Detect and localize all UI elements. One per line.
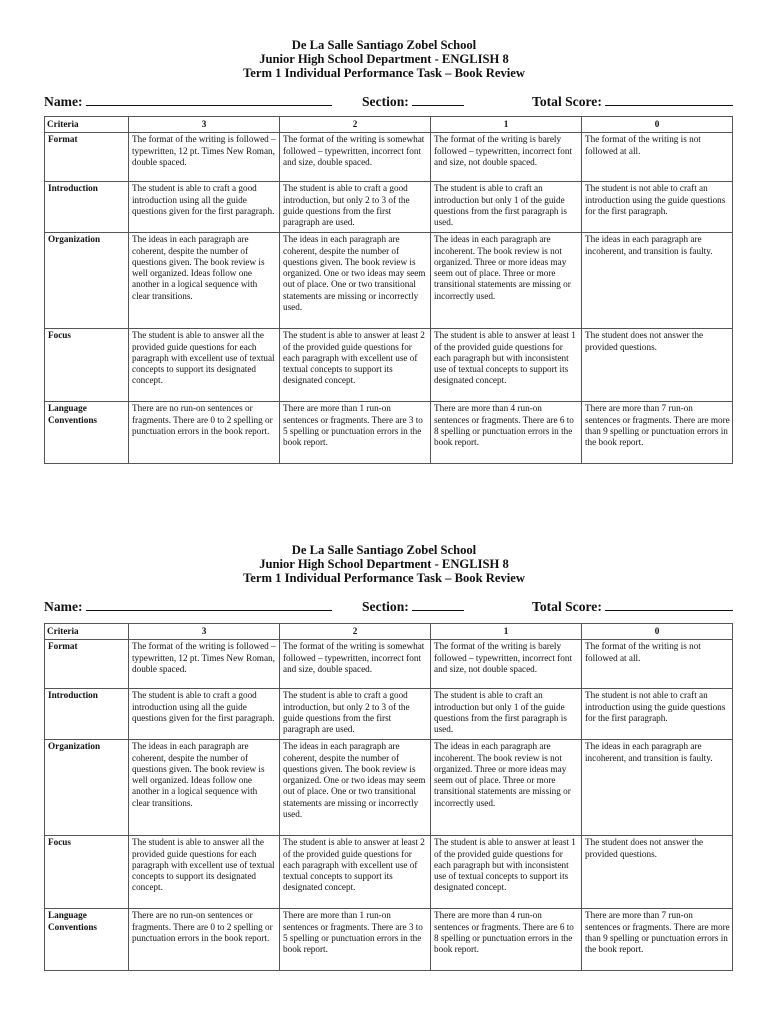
criteria-cell: Focus: [45, 329, 129, 402]
student-info-line: [0, 93, 768, 113]
criteria-cell: Language Conventions: [45, 402, 129, 464]
rubric-table: [44, 116, 733, 464]
criteria-cell: Organization: [45, 740, 129, 836]
name-label: Name:: [44, 599, 83, 614]
table-row: [45, 909, 733, 971]
total-score-field: [532, 598, 733, 615]
score-2-cell: The student is able to craft a good introduction, but only 2 to 3 of the guide questions from the first paragraph are used.: [280, 689, 431, 740]
score-3-cell: The student is able to answer all the provided guide questions for each paragraph with excellent use of textual concepts to support its designated concept.: [129, 836, 280, 909]
score-0-cell: There are more than 7 run-on sentences or fragments. There are more than 9 spelling or punctuation errors in the book report.: [582, 402, 733, 464]
score-3-cell: The format of the writing is followed – typewritten, 12 pt. Times New Roman, double spaced.: [129, 133, 280, 182]
table-row: [45, 233, 733, 329]
criteria-cell: Format: [45, 133, 129, 182]
total-score-label: Total Score:: [532, 94, 602, 109]
score-1-cell: The student is able to answer at least 1 of the provided guide questions for each paragraph but with inconsistent use of textual concepts to support its designated concept.: [431, 329, 582, 402]
total-score-field: [532, 93, 733, 110]
section-blank[interactable]: [412, 598, 464, 611]
rubric-header-row: [45, 624, 733, 640]
score-1-cell: The format of the writing is barely followed – typewritten, incorrect font and size, not double spaced.: [431, 133, 582, 182]
score-0-cell: The ideas in each paragraph are incoherent, and transition is faulty.: [582, 740, 733, 836]
total-score-blank[interactable]: [605, 598, 733, 611]
criteria-header: Criteria: [45, 117, 129, 133]
rubric-sheet-copy-2: [0, 543, 768, 955]
score-0-header: 0: [582, 624, 733, 640]
rubric-sheet-copy-1: [0, 38, 768, 448]
section-blank[interactable]: [412, 93, 464, 106]
score-1-header: 1: [431, 624, 582, 640]
score-2-cell: The format of the writing is somewhat followed – typewritten, incorrect font and size, double spaced.: [280, 133, 431, 182]
score-2-cell: The student is able to answer at least 2 of the provided guide questions for each paragraph with excellent use of textual concepts to support its designated concept.: [280, 329, 431, 402]
criteria-cell: Organization: [45, 233, 129, 329]
score-2-header: 2: [280, 117, 431, 133]
school-name: De La Salle Santiago Zobel School: [291, 543, 477, 557]
total-score-blank[interactable]: [605, 93, 733, 106]
section-field: [362, 598, 464, 615]
name-blank[interactable]: [86, 93, 332, 106]
score-2-cell: The student is able to craft a good introduction, but only 2 to 3 of the guide questions from the first paragraph are used.: [280, 182, 431, 233]
criteria-cell: Introduction: [45, 689, 129, 740]
score-3-header: 3: [129, 624, 280, 640]
name-field: [44, 93, 332, 110]
score-3-cell: The student is able to craft a good introduction using all the guide questions given for the first paragraph.: [129, 182, 280, 233]
score-2-cell: The ideas in each paragraph are coherent, despite the number of questions given. The book review is organized. One or two ideas may seem out of place. One or two transitional statements are missing or incorrectly used.: [280, 740, 431, 836]
rubric-header-row: [45, 117, 733, 133]
score-0-cell: There are more than 7 run-on sentences or fragments. There are more than 9 spelling or punctuation errors in the book report.: [582, 909, 733, 971]
table-row: [45, 640, 733, 689]
section-label: Section:: [362, 94, 409, 109]
table-row: [45, 740, 733, 836]
department-title: Junior High School Department - ENGLISH 8: [259, 557, 509, 571]
score-1-cell: The student is able to craft an introduction but only 1 of the guide questions from the first paragraph is used.: [431, 689, 582, 740]
score-2-cell: There are more than 1 run-on sentences or fragments. There are 3 to 5 spelling or punctuation errors in the book report.: [280, 402, 431, 464]
score-0-cell: The student is not able to craft an introduction using the guide questions for the first paragraph.: [582, 689, 733, 740]
score-1-cell: The ideas in each paragraph are incoherent. The book review is not organized. Three or more ideas may seem out of place. Three or more transitional statements are missing or incorrectly used.: [431, 233, 582, 329]
name-label: Name:: [44, 94, 83, 109]
score-0-cell: The format of the writing is not followed at all.: [582, 640, 733, 689]
score-2-cell: The student is able to answer at least 2 of the provided guide questions for each paragraph with excellent use of textual concepts to support its designated concept.: [280, 836, 431, 909]
department-title: Junior High School Department - ENGLISH 8: [259, 52, 509, 66]
score-2-cell: The ideas in each paragraph are coherent, despite the number of questions given. The book review is organized. One or two ideas may seem out of place. One or two transitional statements are missing or incorrectly used.: [280, 233, 431, 329]
table-row: [45, 329, 733, 402]
score-3-cell: There are no run-on sentences or fragments. There are 0 to 2 spelling or punctuation errors in the book report.: [129, 402, 280, 464]
section-label: Section:: [362, 599, 409, 614]
name-field: [44, 598, 332, 615]
total-score-label: Total Score:: [532, 599, 602, 614]
table-row: [45, 689, 733, 740]
name-blank[interactable]: [86, 598, 332, 611]
score-1-cell: The ideas in each paragraph are incoherent. The book review is not organized. Three or more ideas may seem out of place. Three or more transitional statements are missing or incorrectly used.: [431, 740, 582, 836]
score-2-header: 2: [280, 624, 431, 640]
score-3-cell: The student is able to craft a good introduction using all the guide questions given for the first paragraph.: [129, 689, 280, 740]
rubric-table: [44, 623, 733, 971]
school-name: De La Salle Santiago Zobel School: [291, 38, 477, 52]
score-2-cell: There are more than 1 run-on sentences or fragments. There are 3 to 5 spelling or punctuation errors in the book report.: [280, 909, 431, 971]
student-info-line: [0, 598, 768, 618]
score-0-cell: The student does not answer the provided questions.: [582, 329, 733, 402]
table-row: [45, 836, 733, 909]
score-1-header: 1: [431, 117, 582, 133]
criteria-cell: Language Conventions: [45, 909, 129, 971]
score-1-cell: There are more than 4 run-on sentences or fragments. There are 6 to 8 spelling or punctuation errors in the book report.: [431, 402, 582, 464]
table-row: [45, 133, 733, 182]
score-1-cell: The student is able to answer at least 1 of the provided guide questions for each paragraph but with inconsistent use of textual concepts to support its designated concept.: [431, 836, 582, 909]
score-1-cell: There are more than 4 run-on sentences or fragments. There are 6 to 8 spelling or punctuation errors in the book report.: [431, 909, 582, 971]
score-0-cell: The ideas in each paragraph are incoherent, and transition is faulty.: [582, 233, 733, 329]
score-0-cell: The student does not answer the provided questions.: [582, 836, 733, 909]
task-title: Term 1 Individual Performance Task – Book Review: [243, 66, 525, 80]
score-0-cell: The student is not able to craft an introduction using the guide questions for the first paragraph.: [582, 182, 733, 233]
score-1-cell: The format of the writing is barely followed – typewritten, incorrect font and size, not double spaced.: [431, 640, 582, 689]
section-field: [362, 93, 464, 110]
task-title: Term 1 Individual Performance Task – Book Review: [243, 571, 525, 585]
score-3-header: 3: [129, 117, 280, 133]
score-0-header: 0: [582, 117, 733, 133]
score-3-cell: There are no run-on sentences or fragments. There are 0 to 2 spelling or punctuation errors in the book report.: [129, 909, 280, 971]
score-0-cell: The format of the writing is not followed at all.: [582, 133, 733, 182]
score-3-cell: The ideas in each paragraph are coherent, despite the number of questions given. The book review is well organized. Ideas follow one another in a logical sequence with clear transitions.: [129, 740, 280, 836]
score-1-cell: The student is able to craft an introduction but only 1 of the guide questions from the first paragraph is used.: [431, 182, 582, 233]
criteria-cell: Introduction: [45, 182, 129, 233]
criteria-cell: Focus: [45, 836, 129, 909]
criteria-cell: Format: [45, 640, 129, 689]
score-3-cell: The ideas in each paragraph are coherent, despite the number of questions given. The book review is well organized. Ideas follow one another in a logical sequence with clear transitions.: [129, 233, 280, 329]
table-row: [45, 182, 733, 233]
score-3-cell: The student is able to answer all the provided guide questions for each paragraph with excellent use of textual concepts to support its designated concept.: [129, 329, 280, 402]
score-2-cell: The format of the writing is somewhat followed – typewritten, incorrect font and size, double spaced.: [280, 640, 431, 689]
table-row: [45, 402, 733, 464]
criteria-header: Criteria: [45, 624, 129, 640]
score-3-cell: The format of the writing is followed – typewritten, 12 pt. Times New Roman, double spaced.: [129, 640, 280, 689]
